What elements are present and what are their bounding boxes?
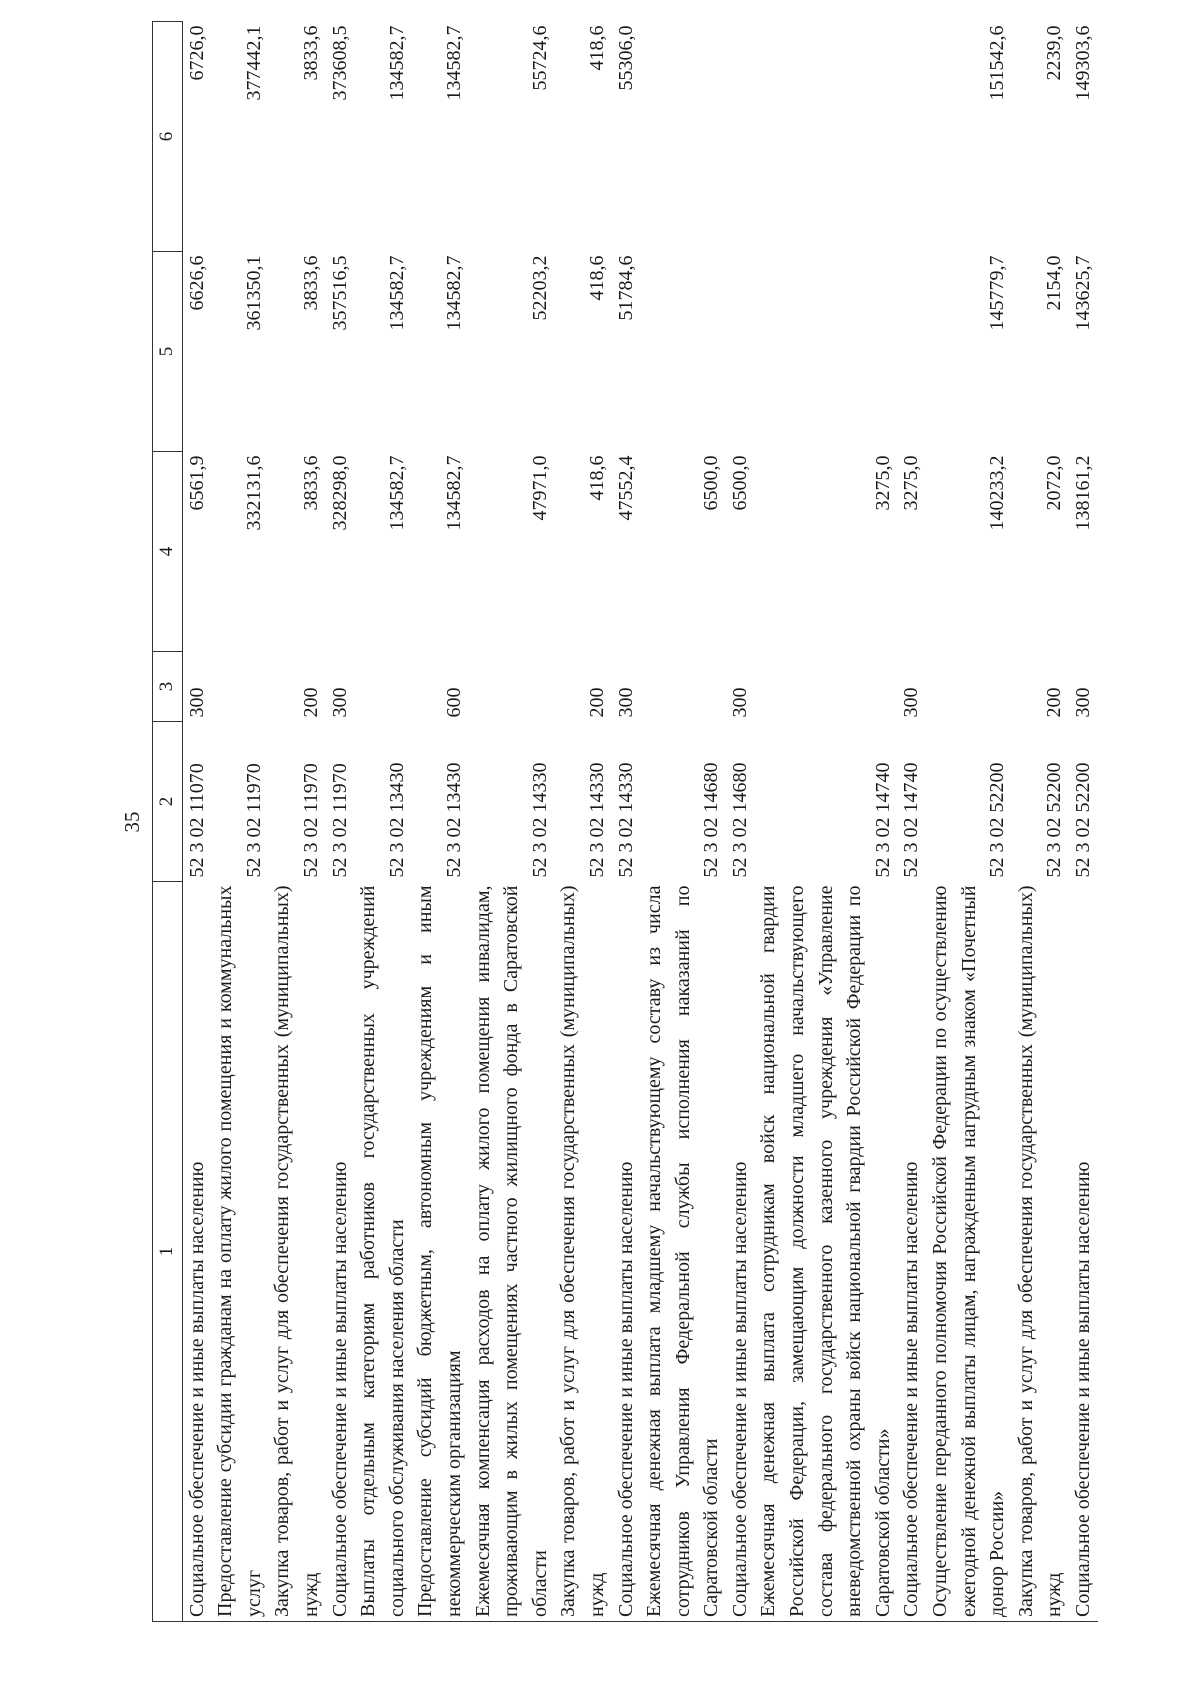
table-row [754, 22, 897, 1622]
row-value-2024 [754, 22, 897, 252]
row-code: 52 3 02 13430 [385, 762, 408, 878]
row-value-2022: 140233,2 [986, 455, 1009, 531]
row-code: 52 3 02 14740 [900, 762, 923, 878]
table-row [469, 22, 555, 1622]
row-value-2024: 373608,5 [328, 25, 351, 101]
row-code: 52 3 02 11970 [242, 763, 265, 878]
column-header: 6 [153, 22, 183, 252]
row-value-2024: 55724,6 [528, 25, 551, 91]
row-code: 52 3 02 52200 [986, 762, 1009, 878]
row-value-2022: 6500,0 [728, 455, 751, 511]
row-name: Выплаты отдельным категориям работников государственных учреждений социального обслуживания населения области [357, 885, 408, 1617]
table-row [612, 22, 641, 1622]
row-value-2024: 151542,6 [986, 25, 1009, 101]
row-name: Социальное обеспечение и иные выплаты населению [728, 1161, 751, 1617]
row-value-2024: 3833,6 [299, 25, 322, 81]
table-row [926, 22, 1012, 1622]
row-value-2023: 145779,7 [986, 255, 1009, 331]
table-row [354, 22, 411, 1622]
column-header: 5 [153, 252, 183, 452]
row-code: 52 3 02 11970 [328, 763, 351, 878]
column-header: 1 [153, 882, 183, 1622]
column-header: 2 [153, 722, 183, 882]
row-value-2023: 143625,7 [1072, 255, 1094, 331]
row-value-2023: 357516,5 [328, 255, 351, 331]
row-expense-type [354, 652, 411, 722]
row-value-2023: 134582,7 [442, 255, 465, 331]
row-name: Закупка товаров, работ и услуг для обеспечения государственных (муниципальных) нужд [1014, 885, 1066, 1617]
row-code: 52 3 02 14680 [700, 762, 723, 878]
row-value-2022: 2072,0 [1043, 455, 1066, 511]
table-row [897, 22, 926, 1622]
row-value-2023: 418,6 [585, 255, 608, 301]
row-value-2022: 6561,9 [185, 455, 208, 511]
row-value-2022: 328298,0 [328, 455, 351, 531]
row-code: 52 3 02 14330 [528, 762, 551, 878]
row-value-2023: 134582,7 [385, 255, 408, 331]
row-name: Предоставление субсидий бюджетным, автономным учреждениям и иным некоммерческим организациям [414, 885, 465, 1617]
row-expense-type: 300 [328, 687, 351, 718]
row-name: Ежемесячная компенсация расходов на оплату жилого помещения инвалидам, проживающим в жилых помещениях частного жилищного фонда в Саратовской области [471, 885, 551, 1617]
row-name: Социальное обеспечение и иные выплаты населению [328, 1161, 351, 1617]
row-code: 52 3 02 14330 [585, 762, 608, 878]
row-expense-type [640, 652, 726, 722]
row-expense-type [926, 652, 1012, 722]
row-expense-type: 300 [614, 687, 637, 718]
page-number: 35 [120, 811, 144, 833]
row-expense-type: 300 [900, 687, 923, 718]
table-row [211, 22, 268, 1622]
row-value-2022: 3833,6 [299, 455, 322, 511]
row-name: Закупка товаров, работ и услуг для обеспечения государственных (муниципальных) нужд [271, 885, 322, 1617]
row-value-2023: 52203,2 [528, 255, 551, 321]
column-header: 4 [153, 452, 183, 652]
row-name: Социальное обеспечение и иные выплаты населению [1072, 1161, 1094, 1617]
row-value-2022: 134582,7 [385, 455, 408, 531]
row-name: Закупка товаров, работ и услуг для обеспечения государственных (муниципальных) нужд [557, 885, 608, 1617]
row-value-2024 [640, 22, 726, 252]
row-name: Ежемесячная денежная выплата сотрудникам войск национальной гвардии Российской Федерации, замещающим должности младшего начальствующего состава федерального государственного казенного учреждения «Управление вневедомственной охраны войск национальной гвардии Российской Федерации по Саратовской области» [757, 885, 894, 1617]
row-expense-type [211, 652, 268, 722]
row-value-2023: 51784,6 [614, 255, 637, 321]
row-expense-type: 600 [442, 687, 465, 718]
row-expense-type: 300 [1072, 687, 1094, 718]
row-code: 52 3 02 13430 [442, 762, 465, 878]
row-value-2023 [726, 252, 755, 452]
row-value-2022: 134582,7 [442, 455, 465, 531]
row-code: 52 3 02 52200 [1043, 762, 1066, 878]
column-header: 3 [153, 652, 183, 722]
row-value-2024: 6726,0 [185, 25, 208, 81]
row-value-2024: 55306,0 [614, 25, 637, 91]
row-value-2022: 138161,2 [1072, 455, 1094, 531]
row-value-2023: 6626,6 [185, 255, 208, 311]
row-value-2023: 3833,6 [299, 255, 322, 311]
table-row [554, 22, 611, 1622]
table-header [153, 22, 183, 1622]
rotated-page [120, 22, 1110, 1622]
row-code: 52 3 02 11070 [185, 763, 208, 878]
row-name: Ежемесячная денежная выплата младшему начальствующему составу из числа сотрудников Управления Федеральной службы исполнения наказаний по Саратовской области [643, 885, 723, 1617]
row-value-2024 [726, 22, 755, 252]
row-expense-type [754, 652, 897, 722]
row-expense-type: 200 [585, 687, 608, 718]
row-value-2024 [897, 22, 926, 252]
row-code: 52 3 02 14330 [614, 762, 637, 878]
table-row [326, 22, 355, 1622]
row-value-2023 [754, 252, 897, 452]
row-value-2023 [897, 252, 926, 452]
table-row [411, 22, 468, 1622]
row-value-2022: 3275,0 [900, 455, 923, 511]
row-expense-type: 200 [299, 687, 322, 718]
table-row [1012, 22, 1069, 1622]
row-expense-type: 300 [728, 687, 751, 718]
row-expense-type: 200 [1043, 687, 1066, 718]
table-row [182, 22, 211, 1622]
row-code: 52 3 02 14680 [728, 762, 751, 878]
row-value-2024: 134582,7 [442, 25, 465, 101]
table-row [268, 22, 325, 1622]
row-name: Предоставление субсидии гражданам на оплату жилого помещения и коммунальных услуг [214, 885, 265, 1617]
row-value-2022: 3275,0 [871, 455, 894, 511]
row-value-2024: 418,6 [585, 25, 608, 71]
row-expense-type [469, 652, 555, 722]
row-value-2024: 377442,1 [242, 25, 265, 101]
row-name: Социальное обеспечение и иные выплаты населению [614, 1161, 637, 1617]
table-body [182, 22, 1098, 1622]
row-value-2023: 2154,0 [1043, 255, 1066, 311]
row-value-2024: 2239,0 [1043, 25, 1066, 81]
row-code: 52 3 02 11970 [299, 763, 322, 878]
row-value-2022: 418,6 [585, 455, 608, 501]
row-code: 52 3 02 52200 [1072, 762, 1094, 878]
row-name: Социальное обеспечение и иные выплаты населению [900, 1161, 923, 1617]
row-name: Осуществление переданного полномочия Российской Федерации по осуществлению ежегодной денежной выплаты лицам, награжденным нагрудным знаком «Почетный донор России» [929, 885, 1009, 1617]
table-row [1069, 22, 1098, 1622]
row-value-2024: 149303,6 [1072, 25, 1094, 101]
row-value-2022: 6500,0 [700, 455, 723, 511]
row-value-2022: 47971,0 [528, 455, 551, 521]
table-row [726, 22, 755, 1622]
row-value-2023: 361350,1 [242, 255, 265, 331]
row-value-2022: 332131,6 [242, 455, 265, 531]
row-value-2023 [640, 252, 726, 452]
row-expense-type: 300 [185, 687, 208, 718]
table-row [640, 22, 726, 1622]
row-value-2024: 134582,7 [385, 25, 408, 101]
row-code: 52 3 02 14740 [871, 762, 894, 878]
budget-table [152, 21, 1098, 1622]
row-name: Социальное обеспечение и иные выплаты населению [185, 1161, 208, 1617]
row-value-2022: 47552,4 [614, 455, 637, 521]
